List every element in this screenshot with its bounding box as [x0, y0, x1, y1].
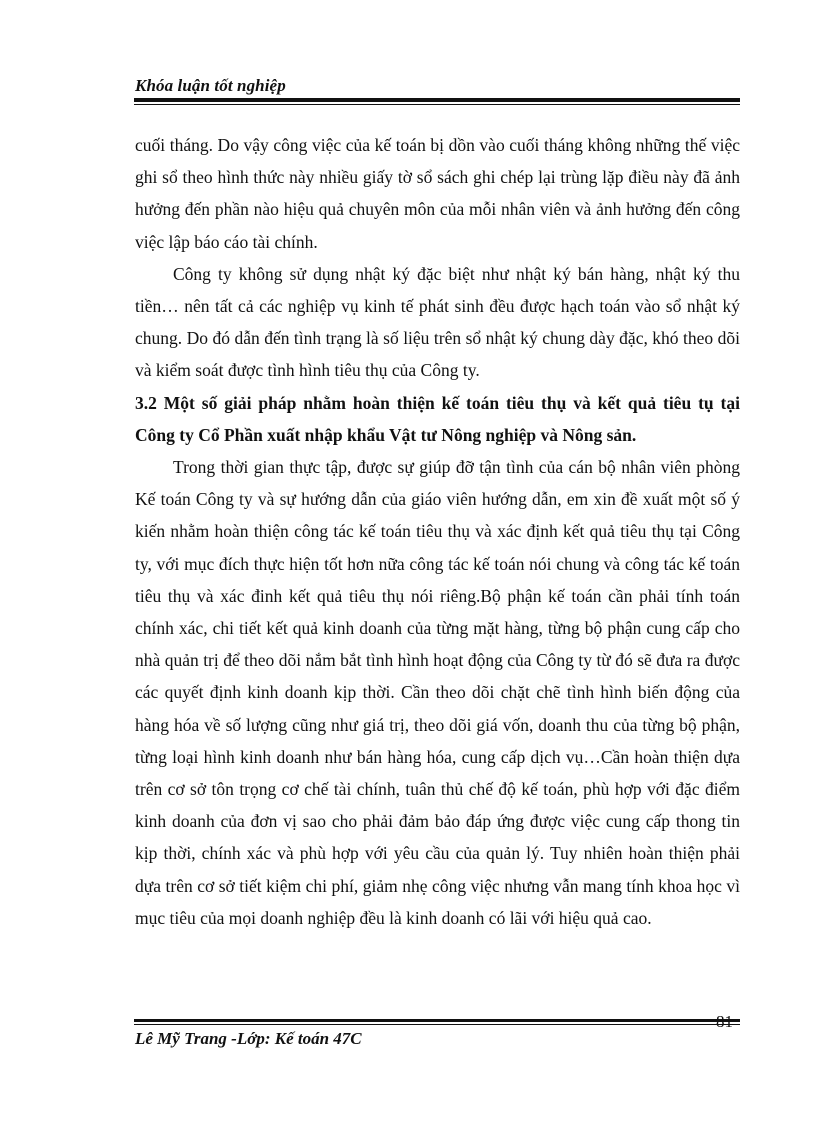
document-body: [135, 129, 740, 934]
paragraph-2: Công ty không sử dụng nhật ký đặc biệt như nhật ký bán hàng, nhật ký thu tiền… nên tất cả các nghiệp vụ kinh tế phát sinh đều được hạch toán vào sổ nhật ký chung. Do đó dẫn đến tình trạng là số liệu trên sổ nhật ký chung dày đặc, khó theo dõi và kiểm soát được tình hình tiêu thụ của Công ty.: [135, 263, 740, 381]
section-heading: 3.2 Một số giải pháp nhằm hoàn thiện kế toán tiêu thụ và kết quả tiêu tụ tại Công ty Cổ Phần xuất nhập khẩu Vật tư Nông nghiệp và Nông sản.: [135, 392, 740, 445]
header-rule: [134, 98, 740, 102]
footer-rule-thin: [134, 1024, 740, 1025]
page-number: [716, 1012, 733, 1032]
header-title: Khóa luận tốt nghiệp: [135, 76, 286, 95]
footer-author: Lê Mỹ Trang -Lớp: Kế toán 47C: [135, 1029, 362, 1048]
paragraph-1: cuối tháng. Do vậy công việc của kế toán bị dồn vào cuối tháng không những thế việc ghi sổ theo hình thức này nhiều giấy tờ sổ sách ghi chép lại trùng lặp điều này đã ảnh hưởng đến phần nào hiệu quả chuyên môn của mỗi nhân viên và ảnh hưởng đến công việc lập báo cáo tài chính.: [135, 135, 740, 252]
footer-rule: [134, 1019, 740, 1022]
paragraph-3: Trong thời gian thực tập, được sự giúp đỡ tận tình của cán bộ nhân viên phòng Kế toán Công ty và sự hướng dẫn của giáo viên hướng dẫn, em xin đề xuất một số ý kiến nhằm hoàn thiện công tác kế toán tiêu thụ và xác định kết quả tiêu thụ tại Công ty, với mục đích thực hiện tốt hơn nữa công tác kế toán nói chung và công tác kế toán tiêu thụ và xác đinh kết quả tiêu thụ nói riêng.Bộ phận kế toán cần phải tính toán chính xác, chi tiết kết quả kinh doanh của từng mặt hàng, từng bộ phận cung cấp cho nhà quản trị để theo dõi nắm bắt tình hình hoạt động của Công ty từ đó sẽ đưa ra được các quyết định kinh doanh kịp thời. Cần theo dõi chặt chẽ tình hình biến động của hàng hóa về số lượng cũng như giá trị, theo dõi giá vốn, doanh thu của từng bộ phận, từng loại hình kinh doanh như bán hàng hóa, cung cấp dịch vụ…Cần hoàn thiện dựa trên cơ sở tôn trọng cơ chế tài chính, tuân thủ chế độ kế toán, phù hợp với đặc điểm kinh doanh của đơn vị sao cho phải đảm bảo đáp ứng được việc cung cấp thong tin kịp thời, chính xác và phù hợp với yêu cầu của quản lý. Tuy nhiên hoàn thiện phải dựa trên cơ sở tiết kiệm chi phí, giảm nhẹ công việc nhưng vẫn mang tính khoa học vì mục tiêu của mọi doanh nghiệp đều là kinh doanh có lãi với hiệu quả cao.: [135, 457, 740, 928]
header-rule-thin: [134, 104, 740, 105]
